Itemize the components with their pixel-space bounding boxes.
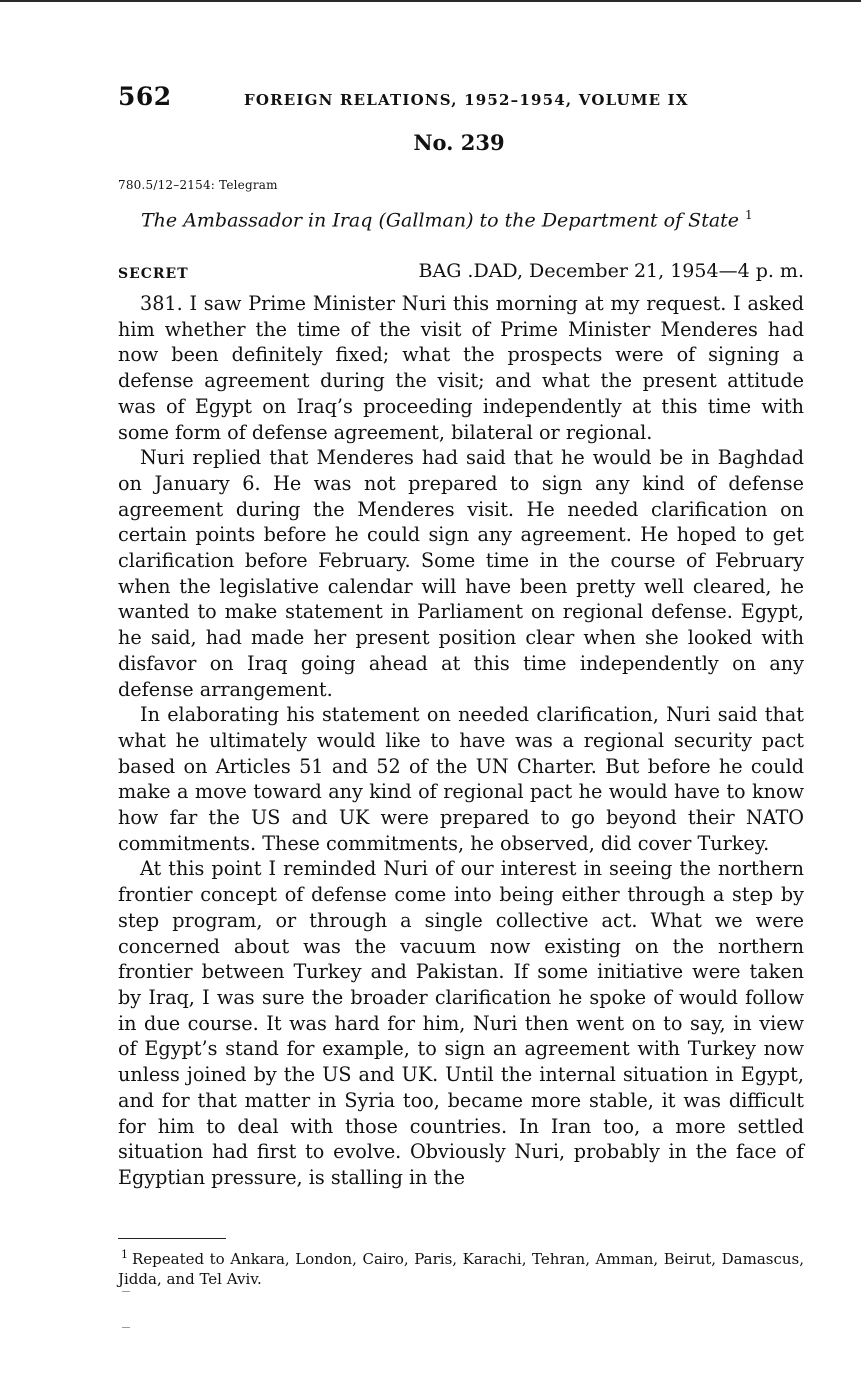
title-footnote-marker: 1 bbox=[745, 208, 753, 222]
footnote-text: Repeated to Ankara, London, Cairo, Paris, Karachi, Tehran, Amman, Beirut, Damascus, Jidda, and Tel Aviv. bbox=[118, 1250, 804, 1288]
document-title-text: The Ambassador in Iraq (Gallman) to the Department of State bbox=[141, 209, 740, 232]
file-reference: 780.5/12–2154: Telegram bbox=[118, 178, 278, 192]
document-title bbox=[141, 208, 753, 231]
footnote bbox=[118, 1245, 804, 1289]
telegram-body bbox=[118, 291, 804, 1191]
top-edge-rule bbox=[0, 0, 861, 2]
classification-label: SECRET bbox=[118, 266, 189, 282]
page-number: 562 bbox=[118, 82, 172, 111]
footnote-marker: 1 bbox=[121, 1248, 128, 1261]
body-paragraph-3: In elaborating his statement on needed clarification, Nuri said that what he ultimately would like to have was a regional security pact based on Articles 51 and 52 of the UN Charter. But before he could make a move toward any kind of regional pact he would have to know how far the US and UK were prepared to go beyond their NATO commitments. These commitments, he observed, did cover Turkey. bbox=[118, 703, 804, 855]
page-header bbox=[118, 82, 808, 116]
scan-mark bbox=[122, 1327, 130, 1328]
classification-line bbox=[118, 260, 804, 286]
body-paragraph-2: Nuri replied that Menderes had said that he would be in Baghdad on January 6. He was not prepared to sign any kind of defense agreement during the Menderes visit. He needed clarification on certain points before he could sign any agreement. He hoped to get clarification before February. Some time in the course of February when the legislative calendar will have been pretty well cleared, he wanted to make statement in Parliament on regional defense. Egypt, he said, had made her present position clear when she looked with disfavor on Iraq going ahead at this time independently on any defense arrangement. bbox=[118, 446, 804, 701]
footnote-divider bbox=[118, 1238, 226, 1239]
running-head: FOREIGN RELATIONS, 1952–1954, VOLUME IX bbox=[244, 91, 689, 109]
document-number: No. 239 bbox=[413, 130, 505, 155]
body-paragraph-1: 381. I saw Prime Minister Nuri this morning at my request. I asked him whether the time of the visit of Prime Minister Menderes had now been definitely fixed; what the prospects were of signing a defense agreement during the visit; and what the present attitude was of Egypt on Iraq’s proceeding independently at this time with some form of defense agreement, bilateral or regional. bbox=[118, 292, 804, 444]
scan-mark bbox=[122, 1291, 130, 1292]
body-paragraph-4: At this point I reminded Nuri of our interest in seeing the northern frontier concept of defense come into being either through a step by step program, or through a single collective act. What we were concerned about was the vacuum now existing on the northern frontier between Turkey and Pakistan. If some initiative were taken by Iraq, I was sure the broader clarification he spoke of would follow in due course. It was hard for him, Nuri then went on to say, in view of Egypt’s stand for example, to sign an agreement with Turkey now unless joined by the US and UK. Until the internal situation in Egypt, and for that matter in Syria too, became more stable, it was difficult for him to deal with those countries. In Iran too, a more settled situation had first to evolve. Obviously Nuri, probably in the face of Egyptian pressure, is stalling in the bbox=[118, 857, 804, 1189]
dateline: BAG .DAD, December 21, 1954—4 p. m. bbox=[418, 260, 804, 282]
